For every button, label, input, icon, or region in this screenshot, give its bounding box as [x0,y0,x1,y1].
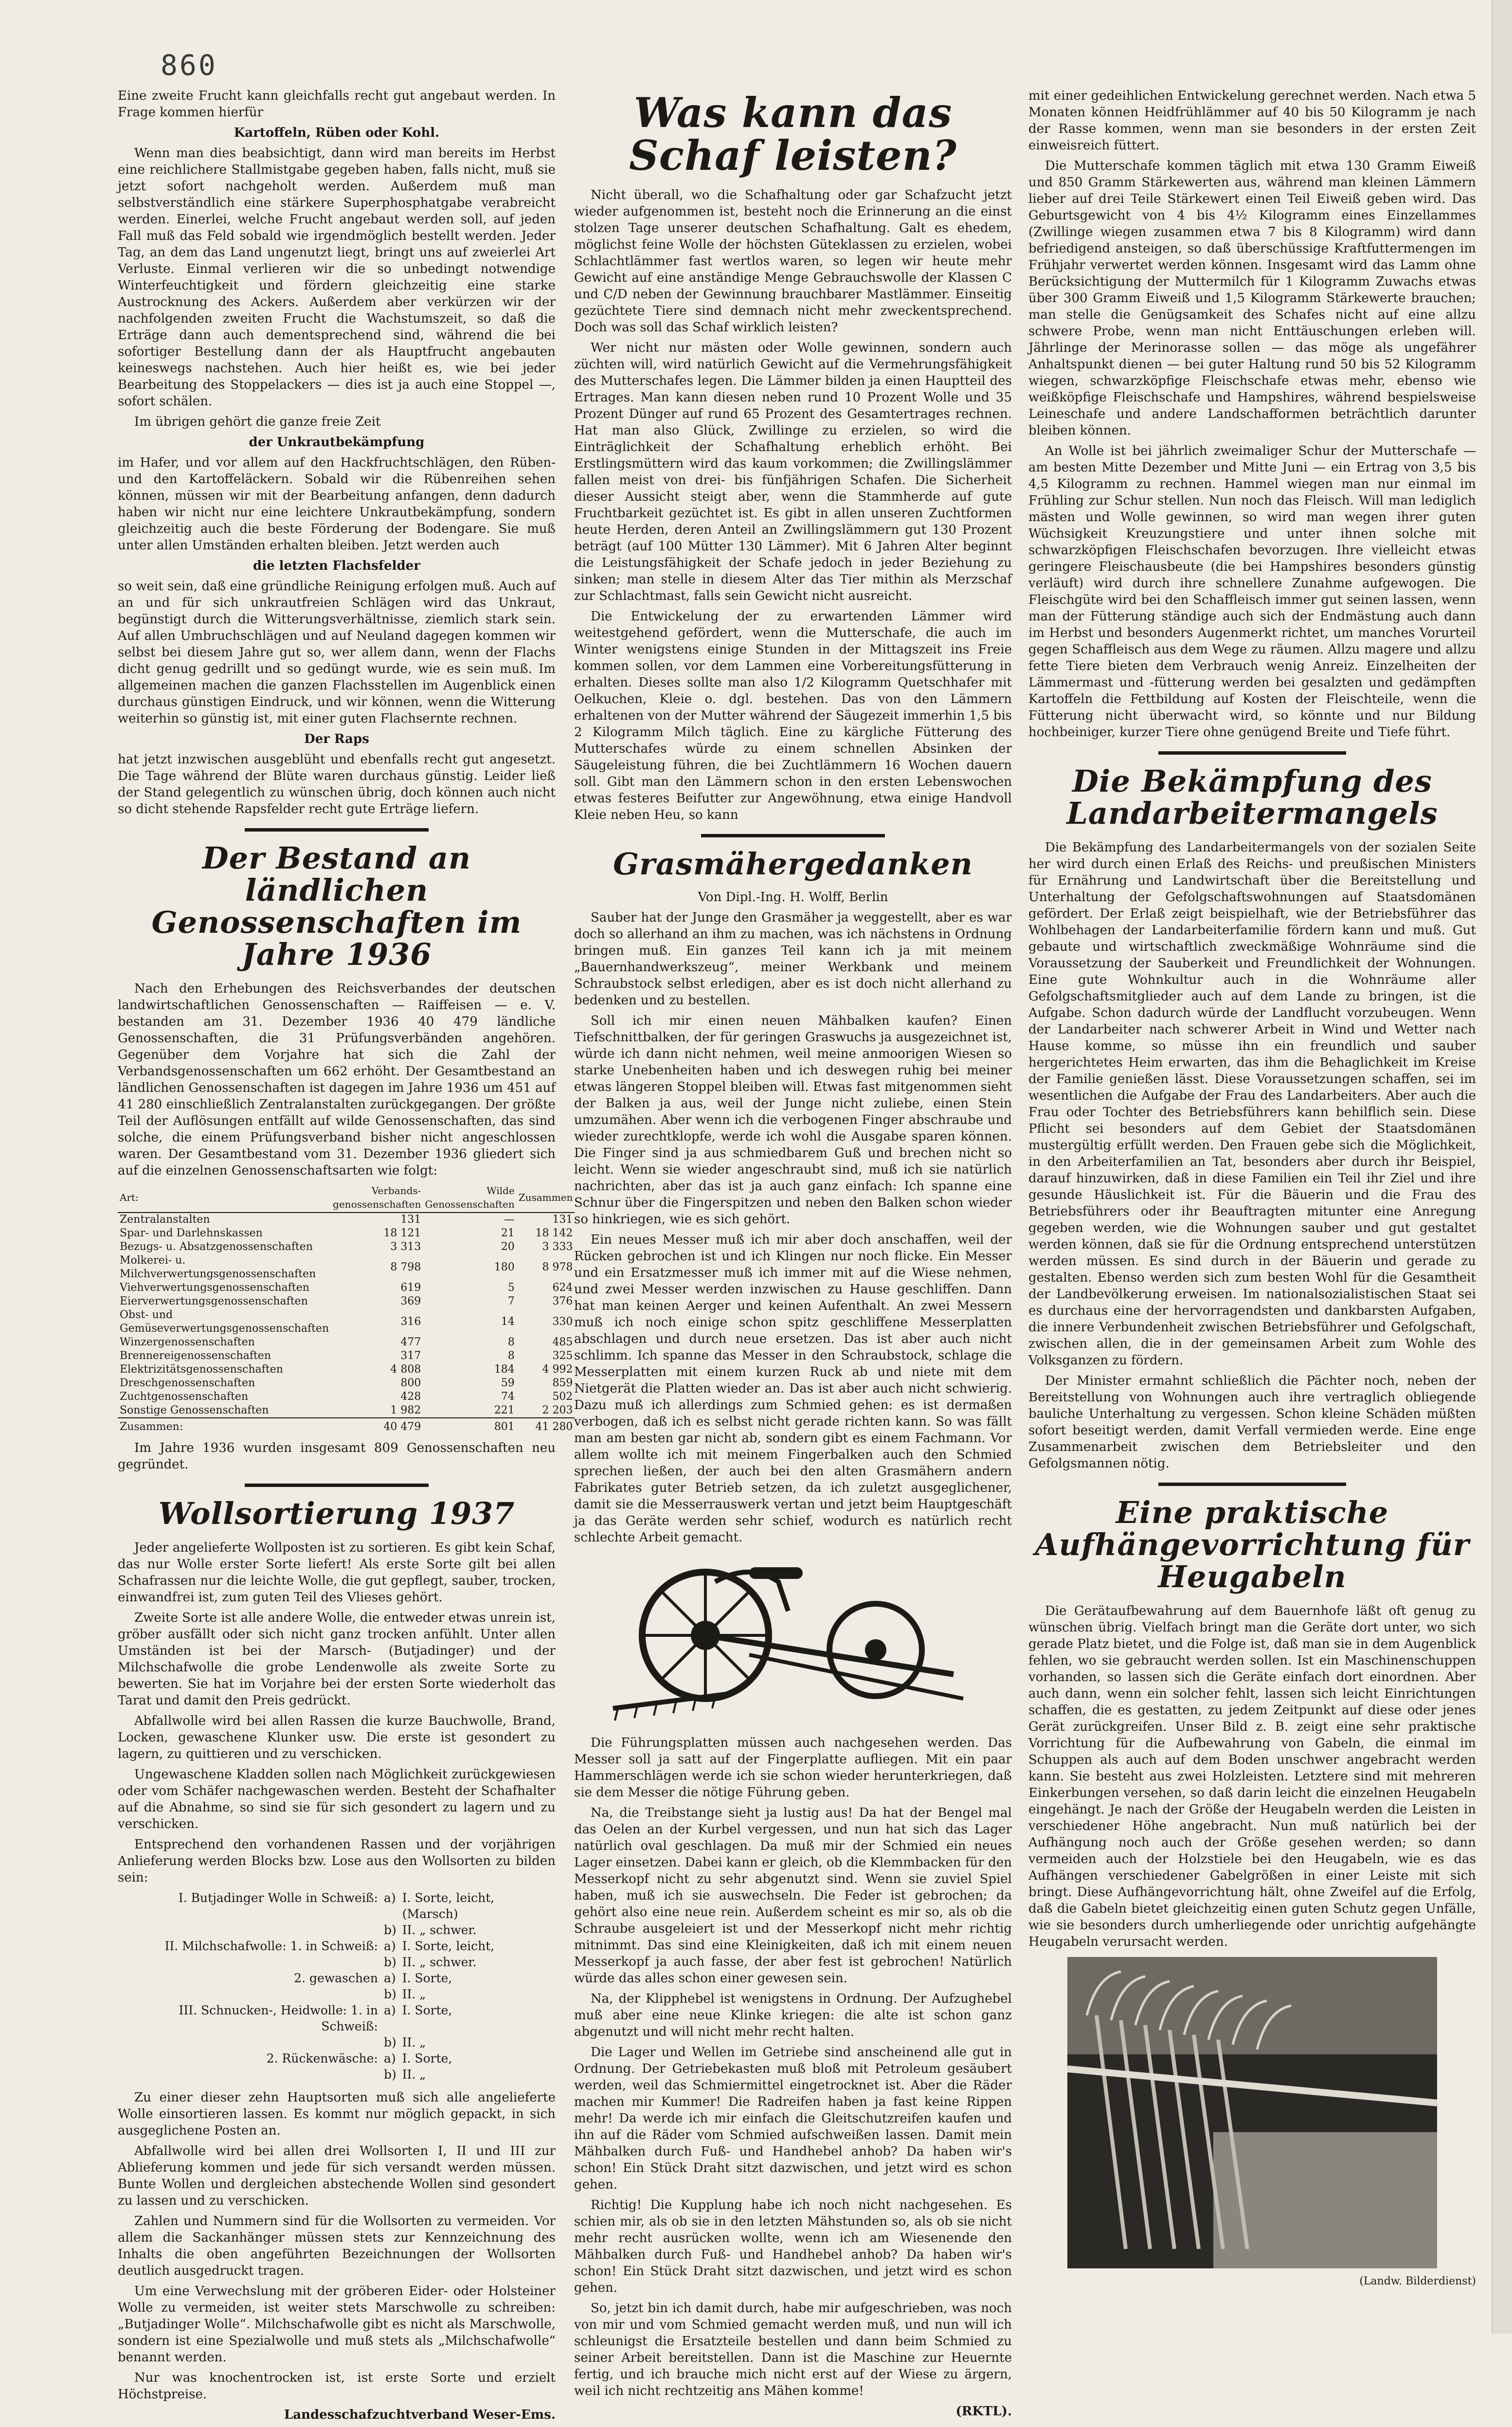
grade-row [118,2034,556,2050]
table-row [118,1254,575,1281]
paragraph: Eine zweite Frucht kann gleichfalls recht gut angebaut werden. In Frage kommen hierfür [118,89,556,120]
paragraph: Abfallwolle wird bei allen Rassen die kurze Bauchwolle, Brand, Locken, gewaschene Klunker usw. Die erste ist gesondert zu lagern, zu quittieren und zu verschicken. [118,1714,556,1761]
table-cell: 20 [501,1241,515,1253]
grade-cell: II. Milchschafwolle: 1. in Schweiß: [164,1939,378,1953]
table-cell: Elektrizitätsgenossenschaften [120,1363,283,1376]
article-headline: Der Bestand an ländlichen Genossenschaften im Jahre 1936 [151,840,522,972]
table-cell: 624 [552,1282,573,1294]
page-edge [1492,0,1512,2334]
grade-cell: b) [383,2035,396,2049]
table-row [118,1281,575,1295]
paragraph: Jeder angelieferte Wollposten ist zu sortieren. Es gibt kein Schaf, das nur Wolle erster Sorte liefert! Als erste Sorte gilt bei allen Schafrassen nur die leichte Wolle, die gut gepflegt, sauber, trocken, einwandfrei ist, zum guten Teil des Vlieses gehört. [118,1540,556,1605]
subheading: der Unkrautbekämpfung [249,435,425,450]
divider [1158,751,1346,755]
table-cell: 4 808 [390,1363,421,1376]
grade-cell: b) [383,2067,396,2082]
cooperative-table [118,1183,575,1434]
paragraph: hat jetzt inzwischen ausgeblüht und ebenfalls recht gut angesetzt. Die Tage während der Blüte waren durchaus günstig. Leider ließ der Stand gelegentlich zu wünschen übrig, doch können auch nicht so dicht stehende Rapsfelder recht gute Erträge liefern. [118,752,556,816]
table-cell: 369 [400,1295,421,1307]
table-cell: Sonstige Genossenschaften [120,1404,269,1416]
table-header: Verbands-genossenschaften [331,1183,423,1213]
table-cell: 18 121 [383,1227,421,1239]
table-body [118,1890,556,2083]
table-row [118,1227,575,1240]
grade-cell: II. „ [402,2035,426,2049]
table-cell: 316 [400,1316,421,1328]
table-cell: — [504,1214,515,1226]
table-row [118,1377,575,1390]
paragraph: Die Bekämpfung des Landarbeitermangels von der sozialen Seite her wird durch einen Erlaß des Reichs- und preußischen Ministers für Ernährung und Landwirtschaft über die Bereitstellung und Unterhaltung der Gefolgschaftswohnungen auf Staatsdomänen gefördert. Der Erlaß zeigt beispielhaft, wie der Betriebsführer das Wohlbehagen der Landarbeiterfamilie fördern kann und muß. Gut gebaute und wirtschaftlich zweckmäßige Wohnräume sind die Voraussetzung der Sauberkeit und Freundlichkeit der Wohnungen. Eine gute Wohnkultur auch in die Wohnräume aller Gefolgschaftsmitglieder auch auf dem Lande zu bringen, ist die Aufgabe. Schon dadurch würde der Landflucht vorzubeugen. Wenn der Landarbeiter nach schwerer Arbeit in Wind und Wetter nach Hause komme, so müsse ihn ein freundlich und sauber hergerichtetes Heim erwarten, das ihm die Behaglichkeit im Kreise der Familie genießen lässt. Diese Voraussetzungen schaffen, sei im wesentlichen die Aufgabe der Frau des Landarbeiters. Aber auch die Frau oder Tochter des Betriebsführers kann behilflich sein. Diese Pflicht sei besonders auf dem Gebiet der Staatsdomänen mustergültig erfüllt werden. Den Frauen gebe sich die Möglichkeit, in den Arbeiterfamilien an Tat, besonders aber durch ihr Beispiel, darauf hinzuwirken, daß in diese Familien ein Teil ihr Ziel und ihre gesunde Häuslichkeit ist. Für die Bäuerin und die Frau des Betriebsführers oder ihr Beauftragten mitunter eine Anregung gegeben werden, wie die Wohnungen sauber und gut gestaltet werden können, daß sie für die Ordnung entsprechend unterstützen werden müssen. Es sind durch in der Bäuerin und gerade zu gestalten. Ebenso werden sich zum besten Wohl für die Gesamtheit der Landbevölkerung erweisen. Im nationalsozialistischen Staat sei es durchaus eine der hervorragendsten und dankbarsten Aufgaben, die innere Verbundenheit zwischen Betriebsführer und Gefolgschaft, zwischen allen, die in der gemeinsamen Arbeit zum Wohle des Volksganzen zu fördern. [1028,840,1476,1368]
grade-cell: III. Schnucken-, Heidwolle: 1. in Schweiß: [179,2003,378,2033]
table-cell: 330 [552,1316,573,1328]
paragraph: Ein neues Messer muß ich mir aber doch anschaffen, weil der Rücken gebrochen ist und ich Klingen nur noch flicke. Ein Messer und ein Ersatzmesser muß ich immer mit auf die Wiese nehmen, und zwei Messer werden inzwischen zu Hause geschliffen. Dann hat man keinen Aerger und keinen Aufenthalt. An zwei Messern muß ich noch einige schon spitz geschliffene Messerplatten abschlagen und durch neue ersetzen. Das ist aber auch nicht schlimm. Ich spanne das Messer in den Schraubstock, schlage die Messerplatten mit einem kurzen Ruck ab und niete mit dem Nietgerät die Platten wieder an. Das ist aber auch nicht schwierig. Dazu muß ich allerdings zum Schmied gehen: es ist dermaßen verbogen, daß ich es selbst nicht gerade richten kann. So was fällt man am besten gar nicht ab, sondern gibt es einem Fachmann. Vor allem wollte ich mit meinem Fingerbalken auch den Schmied sprechen ließen, der auch bei den alten Grasmähern andern Fabrikates guter Betrieb setzen, da ich zuletzt ausgeglichener, damit sie die Messerrauswerk vertan und jetzt beim Hauptgeschäft ja das Geräte werden sehr schief, wodurch es natürlich recht schlechte Arbeit gemacht. [574,1232,1012,1545]
paragraph: so weit sein, daß eine gründliche Reinigung erfolgen muß. Auch auf an und für sich unkrautfreien Schlägen wird das Unkraut, begünstigt durch die Witterungsverhältnisse, ziemlich stark sein. Auf allen Umbruchschlägen und auf Neuland dagegen kommen wir selbst bei diesem Jahre gut so, wer allem dann, wenn der Flachs dicht genug gedrillt und so gedüngt wurde, wie es sein muß. Im allgemeinen machen die ganzen Flachsstellen im Augenblick einen durchaus günstigen Eindruck, und wir können, wenn die Witterung weiterhin so günstig ist, mit einer guten Flachsernte rechnen. [118,579,556,726]
table-cell: Obst- und Gemüseverwertungsgenossenschaften [120,1309,329,1335]
subheading: Kartoffeln, Rüben oder Kohl. [234,126,440,140]
table-cell: 41 280 [517,1418,575,1434]
paragraph: Im übrigen gehört die ganze freie Zeit [134,415,381,429]
table-cell: 74 [501,1391,515,1403]
table-cell: Eierverwertungsgenossenschaften [120,1295,308,1307]
paragraph: Sauber hat der Junge den Grasmäher ja weggestellt, aber es war doch so allerhand an ihm zu machen, was ich nächstens in Ordnung bringen muß. Ein ganzes Teil kann ich ja mit meinem „Bauernhandwerkszeug“, meiner Werkbank und meinem Schraubstock selbst erledigen, aber es ist doch nicht allerhand zu bedenken und zu bestellen. [574,910,1012,1008]
table-cell: 184 [494,1363,515,1376]
table-row [118,1308,575,1336]
grade-cell: a) [383,2003,396,2017]
signature: Landesschafzuchtverband Weser-Ems. [284,2408,556,2422]
table-cell: 8 [507,1350,515,1362]
divider [701,834,885,837]
table-body [118,1213,575,1434]
grade-cell: a) [383,1891,396,1905]
column-3 [1028,88,1476,2292]
grade-row [118,1890,556,1922]
grade-cell: a) [383,2051,396,2065]
table-cell: 131 [552,1214,573,1226]
column-2 [574,88,1012,2424]
table-cell: Zusammen: [118,1418,331,1434]
paragraph: An Wolle ist bei jährlich zweimaliger Schur der Mutterschafe — am besten Mitte Dezember und Mitte Juni — ein Ertrag von 3,5 bis 4,5 Kilogramm zu rechnen. Hammel wiegen man nur einmal im Frühling zur Schur stellen. Nun noch das Fleisch. Will man lediglich mästen und Wolle gewinnen, so wird man wegen ihrer guten Wüchsigkeit Kreuzungstiere und unter ihnen solche mit schwarzköpfigen Fleischschafen bevorzugen. Ihre vielleicht etwas geringere Fleischausbeute (die bei Hampshires besonders günstig verläuft) wird durch ihre schnellere Zunahme aufgewogen. Die Fleischgüte wird bei den Schaffleisch immer gut seinen lassen, wenn man der Fütterung ständige auch sich der Endmästung auch dann im Herbst und besonders Augenmerkt richtet, um manches Vorurteil gegen Schaffleisch aus dem Wege zu räumen. Allzu magere und allzu fette Tiere bieten dem Verbrauch wenig Anreiz. Einzelheiten der Lämmermast und -fütterung werden bei gesalzten und gedämpften Kartoffeln die Fettbildung auf Kosten der Fleischteile, wenn die Fütterung nicht überwacht wird, so könnte und nur Bildung hochbeiniger, kurzer Tiere ohne genügend Breite und Tiefe führt. [1028,444,1476,740]
paragraph: Zweite Sorte ist alle andere Wolle, die entweder etwas unrein ist, gröber ausfällt oder sich nicht ganz trocken anfühlt. Unter allen Umständen ist bei der Marsch- (Butjadinger) und der Milchschafwolle die grobe Lendenwolle als zweite Sorte zu bewerten. Sie hat im Vorjahre bei der ersten Sorte wiederholt das Tarat und damit den Preis gedrückt. [118,1611,556,1708]
paragraph: Die Führungsplatten müssen auch nachgesehen werden. Das Messer soll ja satt auf der Fingerplatte aufliegen. Mit ein paar Hammerschlägen werde ich sie schon wieder herunterkriegen, daß sie dem Messer die nötige Führung geben. [574,1736,1012,1800]
image-caption: (Landw. Bilderdienst) [1359,2275,1476,2287]
divider [245,828,429,832]
page-number: 860 [161,49,217,82]
article-headline: Wollsortierung 1937 [158,1496,515,1531]
paragraph: Na, der Klipphebel ist wenigstens in Ordnung. Der Aufzughebel muß aber eine neue Klinke kriegen: die alte ist schon ganz abgenutzt und will nicht mehr recht halten. [574,1992,1012,2039]
table-cell: 5 [507,1282,515,1294]
table-row [118,1295,575,1308]
paragraph: Nicht überall, wo die Schafhaltung oder gar Schafzucht jetzt wieder aufgenommen ist, besteht noch die Erinnerung an die einst stolzen Tage unserer deutschen Schafhaltung. Galt es ehedem, möglichst feine Wolle der höchsten Güteklassen zu erzielen, wobei Schlachtlämmer fast wertlos waren, so legen wir heute mehr Gewicht auf eine anständige Menge Gebrauchswolle der Klassen C und C/D neben der Gewinnung brauchbarer Mastlämmer. Einseitig gezüchtete Tiere sind demnach nicht mehr zweckentsprechend. Doch was soll das Schaf wirklich leisten? [574,188,1012,335]
paragraph: Um eine Verwechslung mit der gröberen Eider- oder Holsteiner Wolle zu vermeiden, ist weiter stets Marschwolle zu schreiben: „Butjadinger Wolle“. Milchschafwolle gibt es nicht als Marschwolle, sondern ist eine Spezialwolle und muß stets als „Milchschafwolle“ benannt werden. [118,2284,556,2365]
paragraph: Nach den Erhebungen des Reichsverbandes der deutschen landwirtschaftlichen Genossenschaften — Raiffeisen — e. V. bestanden am 31. Dezember 1936 40 479 ländliche Genossenschaften, die 31 Prüfungsverbänden angehören. Gegenüber dem Vorjahre hat sich die Zahl der Verbandsgenossenschaften um 662 erhöht. Der Gesamtbestand an ländlichen Genossenschaften ist dagegen im Jahre 1936 um 451 auf 41 280 einschließlich Zentralanstalten zurückgegangen. Der größte Teil der Auflösungen entfällt auf wilde Genossenschaften, das sind solche, die einem Prüfungsverband bisher nicht angeschlossen waren. Der Gesamtbestand vom 31. Dezember 1936 gliedert sich auf die einzelnen Genossenschaftsarten wie folgt: [118,981,556,1178]
table-cell: 376 [552,1295,573,1307]
table-row [118,1390,575,1404]
table-cell: 859 [552,1377,573,1389]
table-cell: Bezugs- u. Absatzgenossenschaften [120,1241,313,1253]
table-cell: 40 479 [331,1418,423,1434]
grade-cell [118,2034,381,2050]
grade-cell: I. Sorte, leicht, [402,1939,495,1953]
grade-cell: a) [383,1939,396,1953]
grade-cell: 2. Rückenwäsche: [266,2051,378,2065]
paragraph: Die Lager und Wellen im Getriebe sind anscheinend alle gut in Ordnung. Der Getriebekasten muß bloß mit Petroleum gesäubert werden, weil das Schmiermittel eingetrocknet ist. Aber die Räder machen mir Kummer! Die Radreifen haben ja fast keine Rippen mehr! Da werde ich mir einfach die Gleitschutzreifen kaufen und ihn auf die Räder vom Schmied aufschweißen lassen. Damit mein Mähbalken durch Fuß- und Handhebel anhob? Da haben wir's schon! Ein Stück Draht sitzt dazwischen, und jetzt wird es schon gehen. [574,2045,1012,2192]
table-row [118,1240,575,1254]
paragraph: Die Mutterschafe kommen täglich mit etwa 130 Gramm Eiweiß und 850 Gramm Stärkewerten aus, während man kleinen Lämmern lieber auf drei Teile Stärkewert einen Teil Eiweiß geben wird. Das Geburtsgewicht von 4 bis 4½ Kilogramm eines Einzellammes (Zwillinge wiegen zusammen etwa 7 bis 8 Kilogramm) wird dann befriedigend ansteigen, so daß überschüssige Kraftfuttermengen im Frühjahr verwertet werden können. Insgesamt wird das Lamm ohne Berücksichtigung der Muttermilch für 1 Kilogramm Zuwachs etwas über 300 Gramm Eiweiß und 1,5 Kilogramm Stärkewerte brauchen; man stelle die Genügsamkeit des Schafes nicht auf eine allzu schwere Probe, wenn man nicht Enttäuschungen erleben will. Jährlinge der Merinorasse sollen — das möge als ungefährer Anhaltspunkt dienen — bei guter Haltung rund 50 bis 52 Kilogramm wiegen, schwarzköpfige Fleischschafe etwas mehr, ebenso wie weißköpfige Fleischschafe und Hampshires, während bespielsweise Leineschafe und andere Landschafformen beträchtlich darunter bleiben können. [1028,159,1476,438]
article-headline: Eine praktische Aufhängevorrichtung für Heugabeln [1035,1495,1470,1594]
grade-cell: b) [383,1987,396,2001]
divider [1158,1483,1346,1486]
table-cell: 3 333 [542,1241,573,1253]
paragraph: Ungewaschene Kladden sollen nach Möglichkeit zurückgewiesen oder vom Schäfer nachgewaschen werden. Besteht der Schafhalter auf die Abnahme, so sind sie für sich gesondert zu lagern und zu verschicken. [118,1767,556,1831]
paragraph: Abfallwolle wird bei allen drei Wollsorten I, II und III zur Ablieferung kommen und jede für sich versandt werden müssen. Bunte Wollen und dergleichen abstechende Wollen sind gesondert zu lassen und zu verschicken. [118,2144,556,2208]
table-cell: 221 [494,1404,515,1416]
paragraph: Im Jahre 1936 wurden insgesamt 809 Genossenschaften neu gegründet. [118,1441,556,1472]
grade-cell [118,1986,381,2002]
paragraph: Entsprechend den vorhandenen Rassen und der vorjährigen Anlieferung werden Blocks bzw. Lose aus den Wollsorten zu bilden sein: [118,1837,556,1885]
grade-cell: II. „ [402,1987,426,2001]
grade-cell: I. Sorte, [402,2003,452,2017]
paragraph: Soll ich mir einen neuen Mähbalken kaufen? Einen Tiefschnittbalken, der für geringen Graswuchs ja ausgezeichnet ist, würde ich dann nicht nehmen, weil meine anmoorigen Wiesen so starke Unebenheiten haben und ich deswegen ruhig bei meiner etwas längeren Stoppel bleiben will. Etwas fast mitgenommen sieht der Balken ja aus, weil der Junge nicht zuliebe, einen Stein umzumähen. Aber wenn ich die verbogenen Finger abschraube und wieder zurechtklopfe, werde ich wohl die Ausgabe sparen können. Die Finger sind ja aus schmiedbarem Guß und brechen nicht so leicht. Wenn sie wieder angeschraubt sind, muß ich sie natürlich nachrichten, aber das ist ja auch ganz einfach: Ich spanne eine Schnur über die Fingerspitzen und neben den Balken schon wieder so hinkriegen, wie es sich gehört. [574,1014,1012,1227]
table-header: Art: [118,1183,331,1213]
table-cell: 8 798 [390,1261,421,1273]
table-cell: 7 [507,1295,515,1307]
grade-cell: I. Sorte, [402,2051,452,2065]
paragraph: So, jetzt bin ich damit durch, habe mir aufgeschrieben, was noch von mir und vom Schmied gemacht werden muß, und nun will ich schleunigst die Ersatzteile bestellen und dann beim Schmied zu seiner Arbeit bereitstellen. Dann ist die Maschine zur Heuernte fertig, und ich brauche mich nicht erst auf der Wiese zu ärgern, weil ich nicht rechtzeitig ans Mähen komme! [574,2301,1012,2398]
paragraph: Na, die Treibstange sieht ja lustig aus! Da hat der Bengel mal das Oelen an der Kurbel vergessen, und nun hat sich das Lager natürlich oval geschlagen. Da muß mir der Schmied ein neues Lager einsetzen. Dabei kann er gleich, ob die Klemmbacken für den Messerkopf nicht zu sehr abgenutzt sind. Wenn sie zuviel Spiel haben, muß ich sie auswechseln. Die Feder ist gebrochen; da gehört also eine neue rein. Außerdem scheint es mir so, als ob die Schraube ausgeleiert ist und der Messerkopf nicht mehr richtig mitnimmt. Das sind eine Kleinigkeiten, daß ich mit einem neuen Messerkopf ja auch fasse, der aber fest ist gebrochen! Natürlich würde das alles schon einer gewesen sein. [574,1806,1012,1986]
table-cell: Brennereigenossenschaften [120,1350,271,1362]
table-row [118,1404,575,1418]
table-cell: 502 [552,1391,573,1403]
table-cell: 1 982 [390,1404,421,1416]
table-cell: 477 [400,1336,421,1348]
grade-cell: I. Butjadinger Wolle in Schweiß: [178,1891,378,1905]
table-cell: Dreschgenossenschaften [120,1377,255,1389]
grass-mower-illustration [603,1553,983,1728]
subheading: Der Raps [304,732,369,746]
paragraph: mit einer gedeihlichen Entwickelung gerechnet werden. Nach etwa 5 Monaten können Heidfrühlämmer auf 40 bis 50 Kilogramm je nach der Rasse kommen, wenn man sie besonders in der ersten Zeit einweisreich füttert. [1028,89,1476,153]
wool-grades-table [118,1890,556,2083]
table-cell: Zentralanstalten [120,1214,210,1226]
table-cell: 3 313 [390,1241,421,1253]
grade-row [118,2066,556,2083]
table-header: Zusammen [517,1183,575,1213]
table-cell: Zuchtgenossenschaften [120,1391,249,1403]
byline: Von Dipl.-Ing. H. Wolff, Berlin [698,890,888,905]
article-headline: Die Bekämpfung des Landarbeitermangels [1066,763,1438,831]
table-cell: 325 [552,1350,573,1362]
table-row [118,1213,575,1227]
table-cell: 619 [400,1282,421,1294]
grade-row [118,1954,556,1970]
paragraph: Nur was knochentrocken ist, ist erste Sorte und erzielt Höchstpreise. [118,2371,556,2402]
table-cell: 8 [507,1336,515,1348]
grade-row [118,2002,556,2034]
grade-cell: b) [383,1923,396,1937]
hay-fork-rack-photo [1067,1957,1437,2268]
table-cell: 801 [423,1418,516,1434]
grade-row [118,2050,556,2066]
grade-cell: II. „ schwer. [402,1955,477,1969]
grade-cell: I. Sorte, leicht, (Marsch) [402,1891,495,1921]
subheading: die letzten Flachsfelder [253,559,420,573]
table-cell: 18 142 [535,1227,573,1239]
grade-cell: II. „ [402,2067,426,2082]
grade-cell [118,1922,381,1938]
table-cell: 8 978 [542,1261,573,1273]
paragraph: im Hafer, und vor allem auf den Hackfruchtschlägen, den Rüben- und den Kartoffeläckern. Sobald wir die Rübenreihen sehen können, müssen wir mit der Bearbeitung anfangen, denn dadurch haben wir nicht nur eine leichtere Unkrautbekämpfung, sondern gleichzeitig auch die beste Förderung der Bodengare. Sie muß unter allen Umständen erhalten bleiben. Jetzt werden auch [118,455,556,553]
paragraph: Richtig! Die Kupplung habe ich noch nicht nachgesehen. Es schien mir, als ob sie in den letzten Mähstunden so, als ob sie nicht mehr recht ausrücken wollte, wenn ich am Wiesenende den Mähbalken durch Fuß- und Handhebel anhob? Da haben wir's schon! Ein Stück Draht sitzt dazwischen, und jetzt wird es schon gehen. [574,2198,1012,2295]
table-cell: 14 [501,1316,515,1328]
grade-cell [118,1954,381,1970]
paragraph: Zu einer dieser zehn Hauptsorten muß sich alle angelieferte Wolle einsortieren lassen. Es kommt nur möglich gepackt, in sich ausgeglichene Posten an. [118,2090,556,2138]
grade-cell: II. „ schwer. [402,1923,477,1937]
table-row [118,1349,575,1363]
table-cell: 800 [400,1377,421,1389]
grade-row [118,1970,556,1986]
grade-row [118,1938,556,1954]
table-cell: 180 [494,1261,515,1273]
table-cell: 2 203 [542,1404,573,1416]
table-cell: 131 [400,1214,421,1226]
paragraph: Wenn man dies beabsichtigt, dann wird man bereits im Herbst eine reichlichere Stallmistgabe gegeben haben, falls nicht, muß sie jetzt sofort nachgeholt werden. Außerdem muß man selbstverständlich eine stärkere Superphosphatgabe verabreicht werden. Einerlei, welche Frucht angebaut werden soll, auf jeden Fall muß das Feld sobald wie irgendmöglich bestellt werden. Jeder Tag, an dem das Land ungenutzt liegt, bringt uns auf zweierlei Art Verluste. Einmal verlieren wir die so unbedingt notwendige Winterfeuchtigkeit und fördern gleichzeitig eine starke Austrocknung des Ackers. Außerdem aber verkürzen wir der nachfolgenden zweiten Frucht die Wachstumszeit, so daß die Erträge dann auch dementsprechend sind, während die bei sofortiger Bestellung dann der als Hauptfrucht angebauten keineswegs nachstehen. Auch hier heißt es, wie bei jeder Bearbeitung des Stoppelackers — dies ist ja auch eine Stoppel —, sofort schälen. [118,146,556,409]
divider [245,1484,429,1487]
table-cell: Viehverwertungsgenossenschaften [120,1282,309,1294]
grade-cell: I. Sorte, [402,1971,452,1985]
table-header: Wilde Genossenschaften [423,1183,516,1213]
table-cell: 59 [501,1377,515,1389]
column-1 [118,88,573,2427]
grade-cell: 2. gewaschen [294,1971,378,1985]
article-headline: Grasmähergedanken [613,846,973,882]
grade-row [118,1922,556,1938]
table-cell: 317 [400,1350,421,1362]
paragraph: Die Gerätaufbewahrung auf dem Bauernhofe läßt oft genug zu wünschen übrig. Vielfach bringt man die Geräte dort unter, wo sich gerade Platz bietet, und die Folge ist, daß man sie in dem Augenblick fehlen, wo sie gebraucht werden sollen. Ist ein Maschinenschuppen vorhanden, so lassen sich die Geräte einfach dort einordnen. Aber auch dann, wenn ein solcher fehlt, lassen sich leicht Einrichtungen schaffen, die es gestatten, zu jedem Zeitpunkt auf diese oder jenes Gerät zurückgreifen. Unser Bild z. B. zeigt eine sehr praktische Vorrichtung für die Aufbewahrung von Gabeln, die einmal im Schuppen als auch auf dem Boden unschwer angebracht werden kann. Sie besteht aus zwei Holzleisten. Letztere sind mit mehreren Einkerbungen versehen, so daß darin leicht die einzelnen Heugabeln eingehängt. Je nach der Größe der Heugabeln werden die Leisten in verschiedener Höhe angebracht. Nun muß natürlich bei der Aufhängung noch auch der Größe gesehen werden; so dann vermeiden auch der Holzstiele bei den Heugabeln, wie es das Aufhängen verschiedener Gabelgrößen in einer Leiste mit sich bringt. Diese Aufhängevorrichtung hält, ohne Zweifel auf die Erfolg, daß die Gabeln bietet gleichzeitig einen guten Schutz gegen Unfälle, wie sie besonders durch umherliegende oder unrichtig aufgehängte Heugabeln verursacht werden. [1028,1604,1476,1949]
grade-cell: b) [383,1955,396,1969]
table-row [118,1363,575,1377]
table-cell: 4 992 [542,1363,573,1376]
table-cell: Spar- und Darlehnskassen [120,1227,263,1239]
table-cell: Molkerei- u. Milchverwertungsgenossenschaften [120,1254,316,1280]
grade-row [118,1986,556,2002]
table-total-row [118,1418,575,1434]
grade-cell [118,2066,381,2083]
article-headline: Was kann das Schaf leisten? [629,89,957,180]
table-cell: Winzergenossenschaften [120,1336,255,1348]
table-cell: 21 [501,1227,515,1239]
signature: (RKTL). [955,2404,1012,2419]
table-row [118,1336,575,1349]
grade-cell: a) [383,1971,396,1985]
paragraph: Wer nicht nur mästen oder Wolle gewinnen, sondern auch züchten will, wird natürlich Gewicht auf die Vermehrungsfähigkeit des Mutterschafes legen. Die Lämmer bilden ja einen Hauptteil des Ertrages. Man kann diesen neben rund 10 Prozent Wolle und 35 Prozent Dünger auf rund 65 Prozent des Gesamtertrages rechnen. Hat man also Glück, Zwillinge zu erzielen, so wird die Einträglichkeit der Schafhaltung erheblich erhöht. Bei Erstlingsmüttern wird das kaum vorkommen; die Zwillingslämmer fallen meist von drei- bis fünfjährigen Schafen. Die Sicherheit dieser Aussicht steigt aber, wenn die Stammherde auf gute Fruchtbarkeit gezüchtet ist. Es gibt in allen unseren Zuchtformen heute Herden, deren Anteil an Zwillingslämmern gut 130 Prozent beträgt (auf 100 Mütter 130 Lämmer). Mit 6 Jahren Alter beginnt die Leistungsfähigkeit der Schafe jedoch in jeder Beziehung zu sinken; man stelle in diesem Alter das Tier mithin als Merzschaf zur Schlachtmast, falls sein Gewicht nicht ausreicht. [574,341,1012,603]
paragraph: Zahlen und Nummern sind für die Wollsorten zu vermeiden. Vor allem die Sackanhänger müssen stets zur Kennzeichnung des Inhalts die oben angeführten Bezeichnungen der Wollsorten deutlich ausgedruckt tragen. [118,2214,556,2278]
table-cell: 485 [552,1336,573,1348]
table-cell: 428 [400,1391,421,1403]
paragraph: Die Entwickelung der zu erwartenden Lämmer wird weitestgehend gefördert, wenn die Mutterschafe, die auch im Winter wenigstens einige Stunden in der Mittagszeit ins Freie kommen sollen, vor dem Lammen eine Vorbereitungsfütterung in erhalten. Dieses sollte man also 1/2 Kilogramm Quetschhafer mit Oelkuchen, Kleie o. dgl. bestehen. Das von den Lämmern erhaltenen von der Mutter während der Säugezeit immerhin 1,5 bis 2 Kilogramm Milch täglich. Eine zu kärgliche Fütterung des Mutterschafes würde zu einem schnellen Absinken der Säugeleistung führen, die bei Zuchtlämmern 16 Wochen dauern soll. Gibt man den Lämmern schon in den ersten Lebenswochen etwas festeres Beifutter zur Angewöhnung, etwa einige Handvoll Kleie neben Heu, so kann [574,609,1012,822]
paragraph: Der Minister ermahnt schließlich die Pächter noch, neben der Bereitstellung von Wohnungen auch ihre vertraglich obliegende bauliche Unterhaltung zu vergessen. Schon kleine Schäden müßten sofort beseitigt werden, damit Verfall vermieden werde. Eine enge Zusammenarbeit zwischen dem Betriebsleiter und den Gefolgsmannen nötig. [1028,1374,1476,1471]
